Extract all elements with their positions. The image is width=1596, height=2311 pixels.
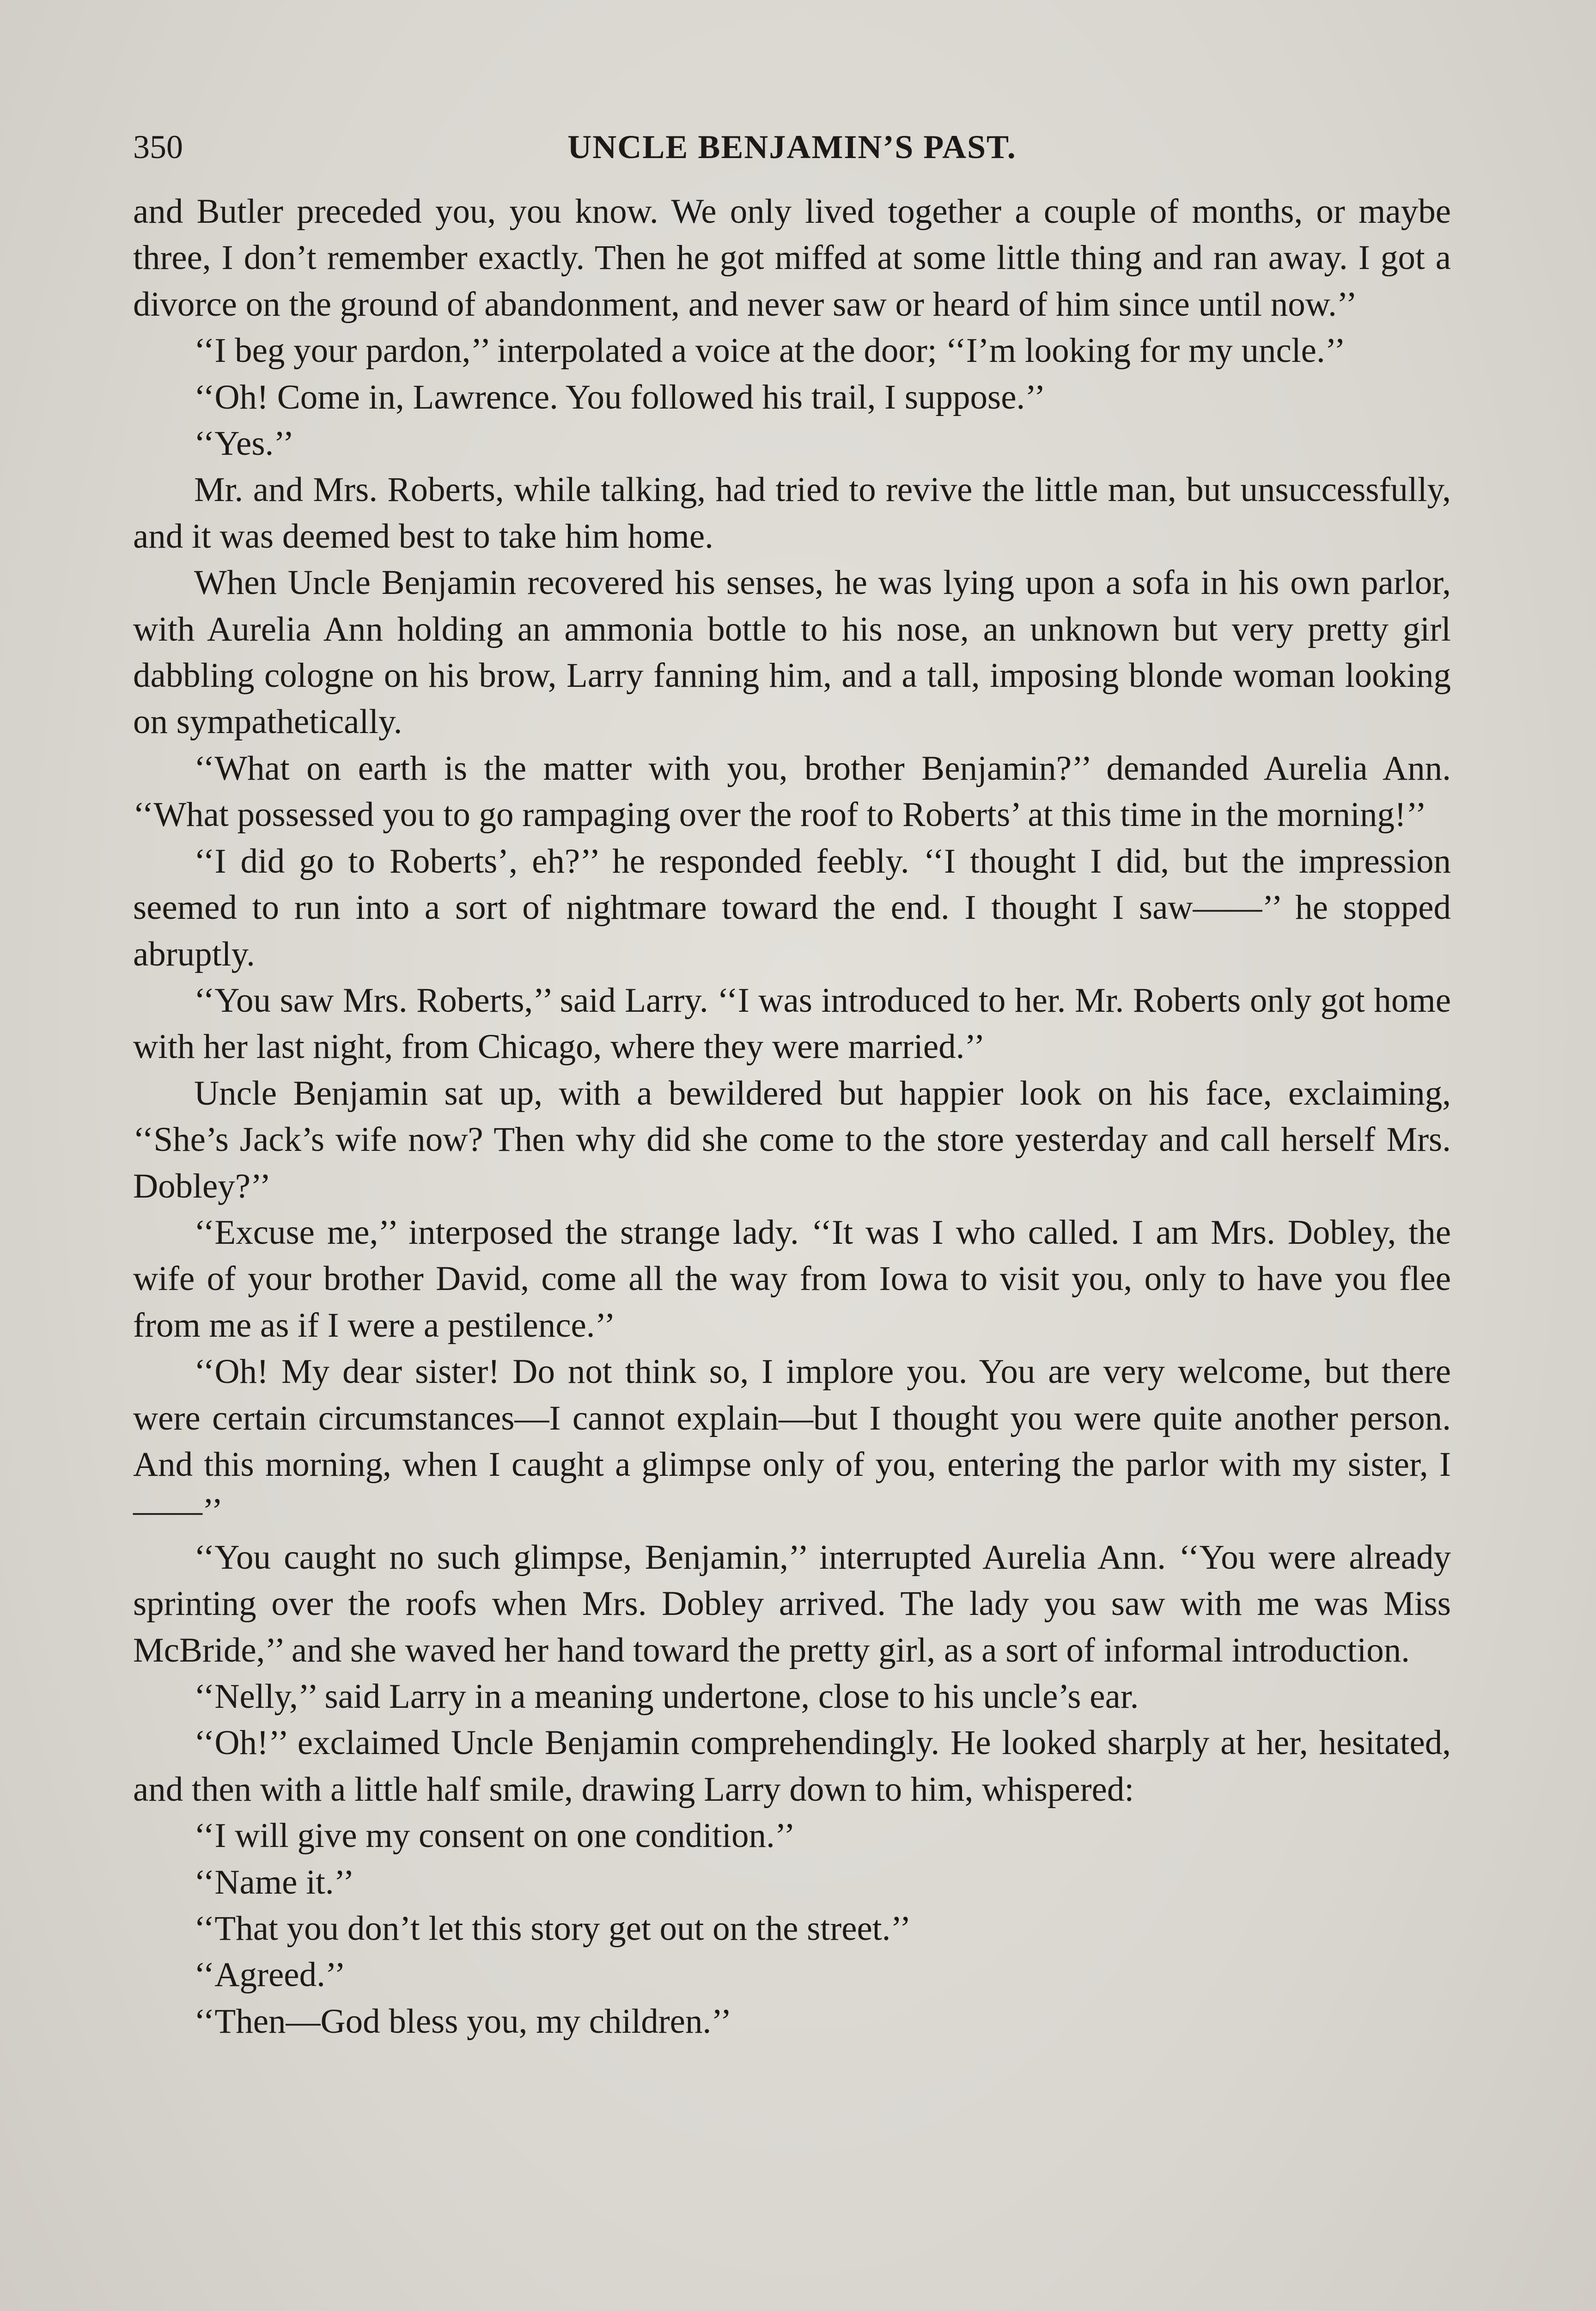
story-text bbox=[133, 189, 1451, 2045]
running-title: UNCLE BENJAMIN’S PAST. bbox=[567, 128, 1017, 165]
paragraph: ‘‘That you don’t let this story get out on the street.’’ bbox=[194, 1909, 911, 1948]
paragraph: Mr. and Mrs. Roberts, while talking, had tried to revive the little man, but unsuccessfully, and it was deemed best to take him home. bbox=[133, 471, 1451, 556]
paragraph: ‘‘You caught no such glimpse, Benjamin,’’ interrupted Aurelia Ann. ‘‘You were already sprinting over the roofs when Mrs. Dobley arrived. The lady you saw with me was Miss McBride,’’ and she waved her hand toward the pretty girl, as a sort of informal introduction. bbox=[133, 1538, 1451, 1669]
paragraph: ‘‘Then—God bless you, my children.’’ bbox=[194, 2002, 732, 2041]
paragraph: Uncle Benjamin sat up, with a bewildered but happier look on his face, exclaiming, ‘‘She’s Jack’s wife now? Then why did she come to the store yesterday and call herself Mrs. Dobley?’’ bbox=[133, 1074, 1451, 1205]
paragraph: and Butler preceded you, you know. We only lived together a couple of months, or maybe three, I don’t remember exactly. Then he got miffed at some little thing and ran away. I got a divorce on the ground of abandonment, and never saw or heard of him since until now.’’ bbox=[133, 192, 1451, 324]
paragraph: ‘‘Oh! My dear sister! Do not think so, I implore you. You are very welcome, but there were certain circumstances—I cannot explain—but I thought you were quite another person. And this morning, when I caught a glimpse only of you, entering the parlor with my sister, I——’’ bbox=[133, 1352, 1451, 1530]
paragraph: ‘‘Oh!’’ exclaimed Uncle Benjamin comprehendingly. He looked sharply at her, hesitated, and then with a little half smile, drawing Larry down to him, whispered: bbox=[133, 1724, 1451, 1809]
paragraph: When Uncle Benjamin recovered his senses, he was lying upon a sofa in his own parlor, with Aurelia Ann holding an ammonia bottle to his nose, an unknown but very pretty girl dabbling cologne on his brow, Larry fanning him, and a tall, imposing blonde woman looking on sympathetically. bbox=[133, 563, 1451, 741]
paragraph: ‘‘What on earth is the matter with you, brother Benjamin?’’ demanded Aurelia Ann. ‘‘What possessed you to go rampaging over the roof to Roberts’ at this time in the morning!’’ bbox=[133, 749, 1451, 834]
paragraph: ‘‘I did go to Roberts’, eh?’’ he responded feebly. ‘‘I thought I did, but the impression seemed to run into a sort of nightmare toward the end. I thought I saw——’’ he stopped abruptly. bbox=[133, 842, 1451, 973]
paragraph: ‘‘Nelly,’’ said Larry in a meaning undertone, close to his uncle’s ear. bbox=[194, 1677, 1139, 1716]
paragraph: ‘‘I will give my consent on one condition.’’ bbox=[194, 1816, 796, 1855]
page-number: 350 bbox=[133, 128, 183, 165]
page-header bbox=[133, 119, 1451, 175]
paragraph: ‘‘Excuse me,’’ interposed the strange lady. ‘‘It was I who called. I am Mrs. Dobley, the wife of your brother David, come all the way from Iowa to visit you, only to have you flee from me as if I were a pestilence.’’ bbox=[133, 1213, 1451, 1345]
paragraph: ‘‘I beg your pardon,’’ interpolated a voice at the door; ‘‘I’m looking for my uncle.’’ bbox=[194, 331, 1346, 370]
paragraph: ‘‘Name it.’’ bbox=[194, 1863, 355, 1901]
paragraph: ‘‘You saw Mrs. Roberts,’’ said Larry. ‘‘I was introduced to her. Mr. Roberts only got home with her last night, from Chicago, where they were married.’’ bbox=[133, 981, 1451, 1066]
paragraph: ‘‘Yes.’’ bbox=[194, 424, 294, 463]
paragraph: ‘‘Agreed.’’ bbox=[194, 1956, 346, 1994]
paragraph: ‘‘Oh! Come in, Lawrence. You followed his trail, I suppose.’’ bbox=[194, 378, 1046, 416]
